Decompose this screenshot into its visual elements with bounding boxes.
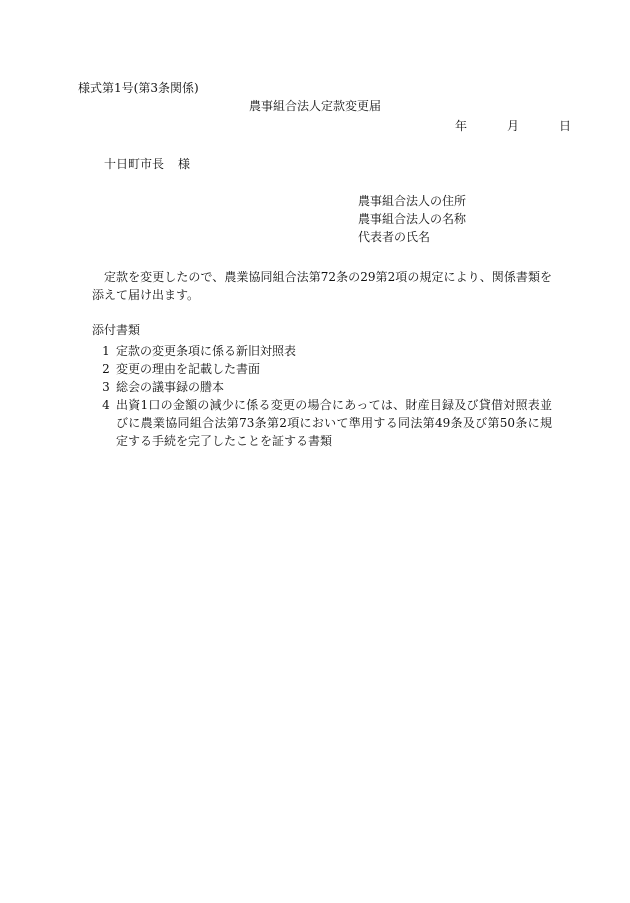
form-number: 様式第1号(第3条関係): [78, 81, 199, 95]
date-month-label: 月: [507, 119, 520, 133]
attachments-heading: 添付書類: [92, 323, 141, 337]
sender-address-label: 農事組合法人の住所: [358, 194, 467, 208]
addressee: [104, 158, 190, 170]
attachment-number: 4: [102, 398, 110, 412]
date-year-label: 年: [455, 119, 468, 133]
attachment-number: 3: [102, 380, 110, 394]
addressee-honorific: 様: [178, 157, 191, 171]
attachment-number: 1: [102, 344, 110, 358]
body-paragraph: 定款を変更したので、農業協同組合法第72条の29第2項の規定により、関係書類を添えて届け出ます。: [92, 270, 552, 302]
sender-representative-label: 代表者の氏名: [358, 230, 431, 244]
attachment-text: 総会の議事録の謄本: [116, 380, 225, 394]
document-title: 農事組合法人定款変更届: [248, 99, 381, 113]
attachment-text: 出資1口の金額の減少に係る変更の場合にあっては、財産目録及び貸借対照表並びに農業協同組合法第73条第2項において準用する同法第49条及び第50条に規定する手続を完了したことを証する書類: [116, 398, 552, 448]
attachments-list: [96, 342, 552, 450]
attachment-text: 定款の変更条項に係る新旧対照表: [116, 344, 297, 358]
attachment-text: 変更の理由を記載した書面: [116, 362, 261, 376]
list-item: [96, 378, 552, 396]
list-item: [96, 396, 552, 450]
date-day-label: 日: [559, 119, 572, 133]
list-item: [96, 342, 552, 360]
sender-name-label: 農事組合法人の名称: [358, 212, 467, 226]
addressee-name: 十日町市長: [104, 157, 165, 171]
list-item: [96, 360, 552, 378]
date-line: [455, 120, 571, 132]
attachment-number: 2: [102, 362, 110, 376]
